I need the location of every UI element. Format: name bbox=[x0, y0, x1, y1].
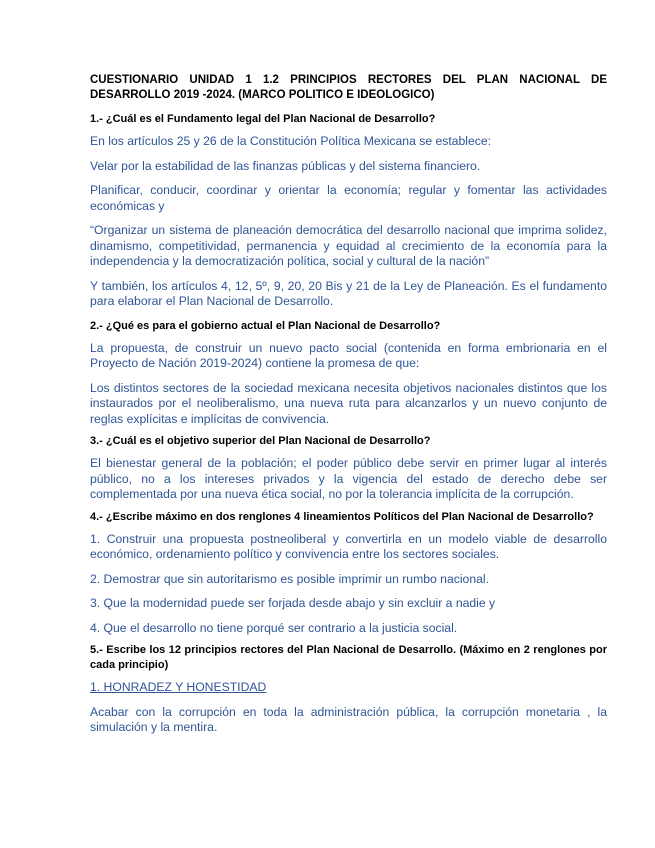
answer-3-line-1: El bienestar general de la población; el poder público debe servir en primer lugar al interés público, no a los intereses privados y la vigencia del estado de derecho debe ser complementada por una nueva ética social, no por la tolerancia implícita de la corrupción. bbox=[90, 456, 607, 501]
document-body bbox=[90, 73, 607, 745]
answer-1-line-2: Velar por la estabilidad de las finanzas públicas y del sistema financiero. bbox=[90, 158, 481, 173]
answer-2-line-1: La propuesta, de construir un nuevo pacto social (contenida en forma embrionaria en el Proyecto de Nación 2019-2024) contiene la promesa de que: bbox=[90, 340, 607, 370]
answer-4-item-2: 2. Demostrar que sin autoritarismo es posible imprimir un rumbo nacional. bbox=[90, 571, 489, 586]
answer-1-quote: “Organizar un sistema de planeación democrática del desarrollo nacional que imprima solidez, dinamismo, competitividad, permanencia y equidad al crecimiento de la economía para la independencia y la democratización política, social y cultural de la nación” bbox=[90, 223, 607, 268]
answer-1-line-5: Y también, los artículos 4, 12, 5º, 9, 20, 20 Bis y 21 de la Ley de Planeación. Es el fundamento para elaborar el Plan Nacional de Desarrollo. bbox=[90, 278, 607, 308]
answer-1-line-1: En los artículos 25 y 26 de la Constitución Política Mexicana se establece: bbox=[90, 134, 492, 148]
answer-4-item-3: 3. Que la modernidad puede ser forjada desde abajo y sin excluir a nadie y bbox=[90, 596, 496, 610]
answer-4-item-4: 4. Que el desarrollo no tiene porqué ser contrario a la justicia social. bbox=[90, 620, 458, 635]
principle-1-heading: 1. HONRADEZ Y HONESTIDAD bbox=[90, 680, 267, 694]
answer-1-line-3: Planificar, conducir, coordinar y orientar la economía; regular y fomentar las actividades económicas y bbox=[90, 183, 607, 213]
question-5: 5.- Escribe los 12 principios rectores del Plan Nacional de Desarrollo. (Máximo en 2 renglones por cada principio) bbox=[90, 644, 607, 671]
question-2: 2.- ¿Qué es para el gobierno actual el Plan Nacional de Desarrollo? bbox=[90, 319, 441, 332]
document-title: CUESTIONARIO UNIDAD 1 1.2 PRINCIPIOS RECTORES DEL PLAN NACIONAL DE DESARROLLO 2019 -2024. (MARCO POLITICO E IDEOLOGICO) bbox=[90, 74, 607, 101]
question-4: 4.- ¿Escribe máximo en dos renglones 4 lineamientos Políticos del Plan Nacional de Desarrollo? bbox=[90, 510, 594, 523]
principle-1-text: Acabar con la corrupción en toda la administración pública, la corrupción monetaria , la simulación y la mentira. bbox=[90, 704, 607, 734]
question-1: 1.- ¿Cuál es el Fundamento legal del Plan Nacional de Desarrollo? bbox=[90, 113, 436, 125]
question-3: 3.- ¿Cuál es el objetivo superior del Plan Nacional de Desarrollo? bbox=[90, 435, 431, 447]
answer-2-line-2: Los distintos sectores de la sociedad mexicana necesita objetivos nacionales distintos que los instaurados por el neoliberalismo, una nueva ruta para alcanzarlos y un nuevo conjunto de reglas explícitas e implícitas de convivencia. bbox=[90, 380, 607, 426]
answer-4-item-1: 1. Construir una propuesta postneoliberal y convertirla en un modelo viable de desarrollo económico, ordenamiento político y convivencia entre los sectores sociales. bbox=[90, 531, 607, 561]
